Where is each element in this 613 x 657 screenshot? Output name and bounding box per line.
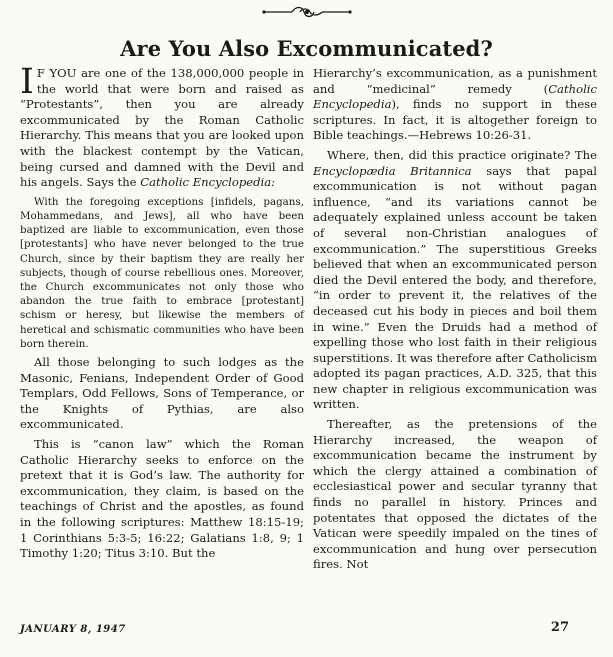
opening-text: F YOU are one of the 138,000,000 people in the world that were born and raised as “Protestants”, then you are already excommunicated by the Roman Catholic Hierarchy. This means that you are looked upon with the blackest contempt by the Vatican, being cursed and damned with the Devil and his angels. Says the xyxy=(20,66,304,190)
issue-date: JANUARY 8, 1947 xyxy=(20,624,126,635)
block-quote: With the foregoing exceptions [infidels, pagans, Mohammedans, and Jews], all who have been baptized are liable to excommunication, even those [protestants] who have never belonged to the true Church, since by their baptism they are really her subjects, though of course rebellious ones. Moreover, the Church excommunicates not only those who abandon the true faith to embrace [protestant] schism or heresy, but likewise the members of heretical and schismatic communities who have been born therein. xyxy=(20,195,304,350)
drop-cap: I xyxy=(20,62,34,102)
paragraph-lodges: All those belonging to such lodges as the Masonic, Fenians, Independent Order of Good Templars, Odd Fellows, Sons of Temperance, or the Knights of Pythias, are also excommunicated. xyxy=(20,354,304,432)
paragraph-continuation xyxy=(313,66,597,144)
continuation-text-b: ), finds no support in these scriptures. In fact, it is altogether foreign to Bible teachings.—Hebrews 10:26-31. xyxy=(313,97,597,143)
article-title: Are You Also Excommunicated? xyxy=(120,36,493,61)
paragraph-thereafter: Thereafter, as the pretensions of the Hierarchy increased, the weapon of excommunication became the instrument by which the clergy attained a combination of ecclesiastical power and secular tyranny that finds no parallel in history. Princes and potentates that opposed the dictates of the Vatican were speedily impaled on the tines of excommunication and hung over persecution fires. Not xyxy=(313,417,597,572)
origin-text-a: Where, then, did this practice originate? The xyxy=(327,147,597,162)
continuation-text-a: Hierarchy’s excommunication, as a punishment and “medicinal” remedy ( xyxy=(313,66,597,96)
left-column xyxy=(20,62,304,566)
citation-catholic-encyclopedia-2: Catholic Encyclopedia xyxy=(313,81,597,112)
right-column xyxy=(313,66,597,577)
paragraph-canon-law: This is “canon law” which the Roman Catholic Hierarchy seeks to enforce on the pretext that it is God’s law. The authority for excommunication, they claim, is based on the teachings of Christ and the apostles, as found in the following scriptures: Matthew 18:15-19; 1 Corinthians 5:3-5; 16:22; Galatians 1:8, 9; 1 Timothy 1:20; Titus 3:10. But the xyxy=(20,436,304,561)
scroll-ornament-icon xyxy=(0,4,613,23)
paragraph-origin xyxy=(313,148,597,413)
opening-paragraph xyxy=(20,62,304,191)
origin-text-b: says that papal excommunication is not without pagan influence, “and its variations cannot be adequately explained unless account be taken of several non-Christian analogues of excommunication.” The superstitious Greeks believed that when an excommunicated person died the Devil entered the body, and therefore, “in order to prevent it, the relatives of the deceased cut his body in pieces and boil them in wine.” Even the Druids had a method of expelling those who lost faith in their religious superstitions. It was therefore after Catholicism adopted its pagan practices, A.D. 325, that this new chapter in religious excommunication was written. xyxy=(313,163,597,412)
citation-britannica: Encyclopædia Britannica xyxy=(313,163,472,178)
citation-catholic-encyclopedia: Catholic Encyclopedia: xyxy=(140,175,276,190)
page-number: 27 xyxy=(550,620,569,635)
